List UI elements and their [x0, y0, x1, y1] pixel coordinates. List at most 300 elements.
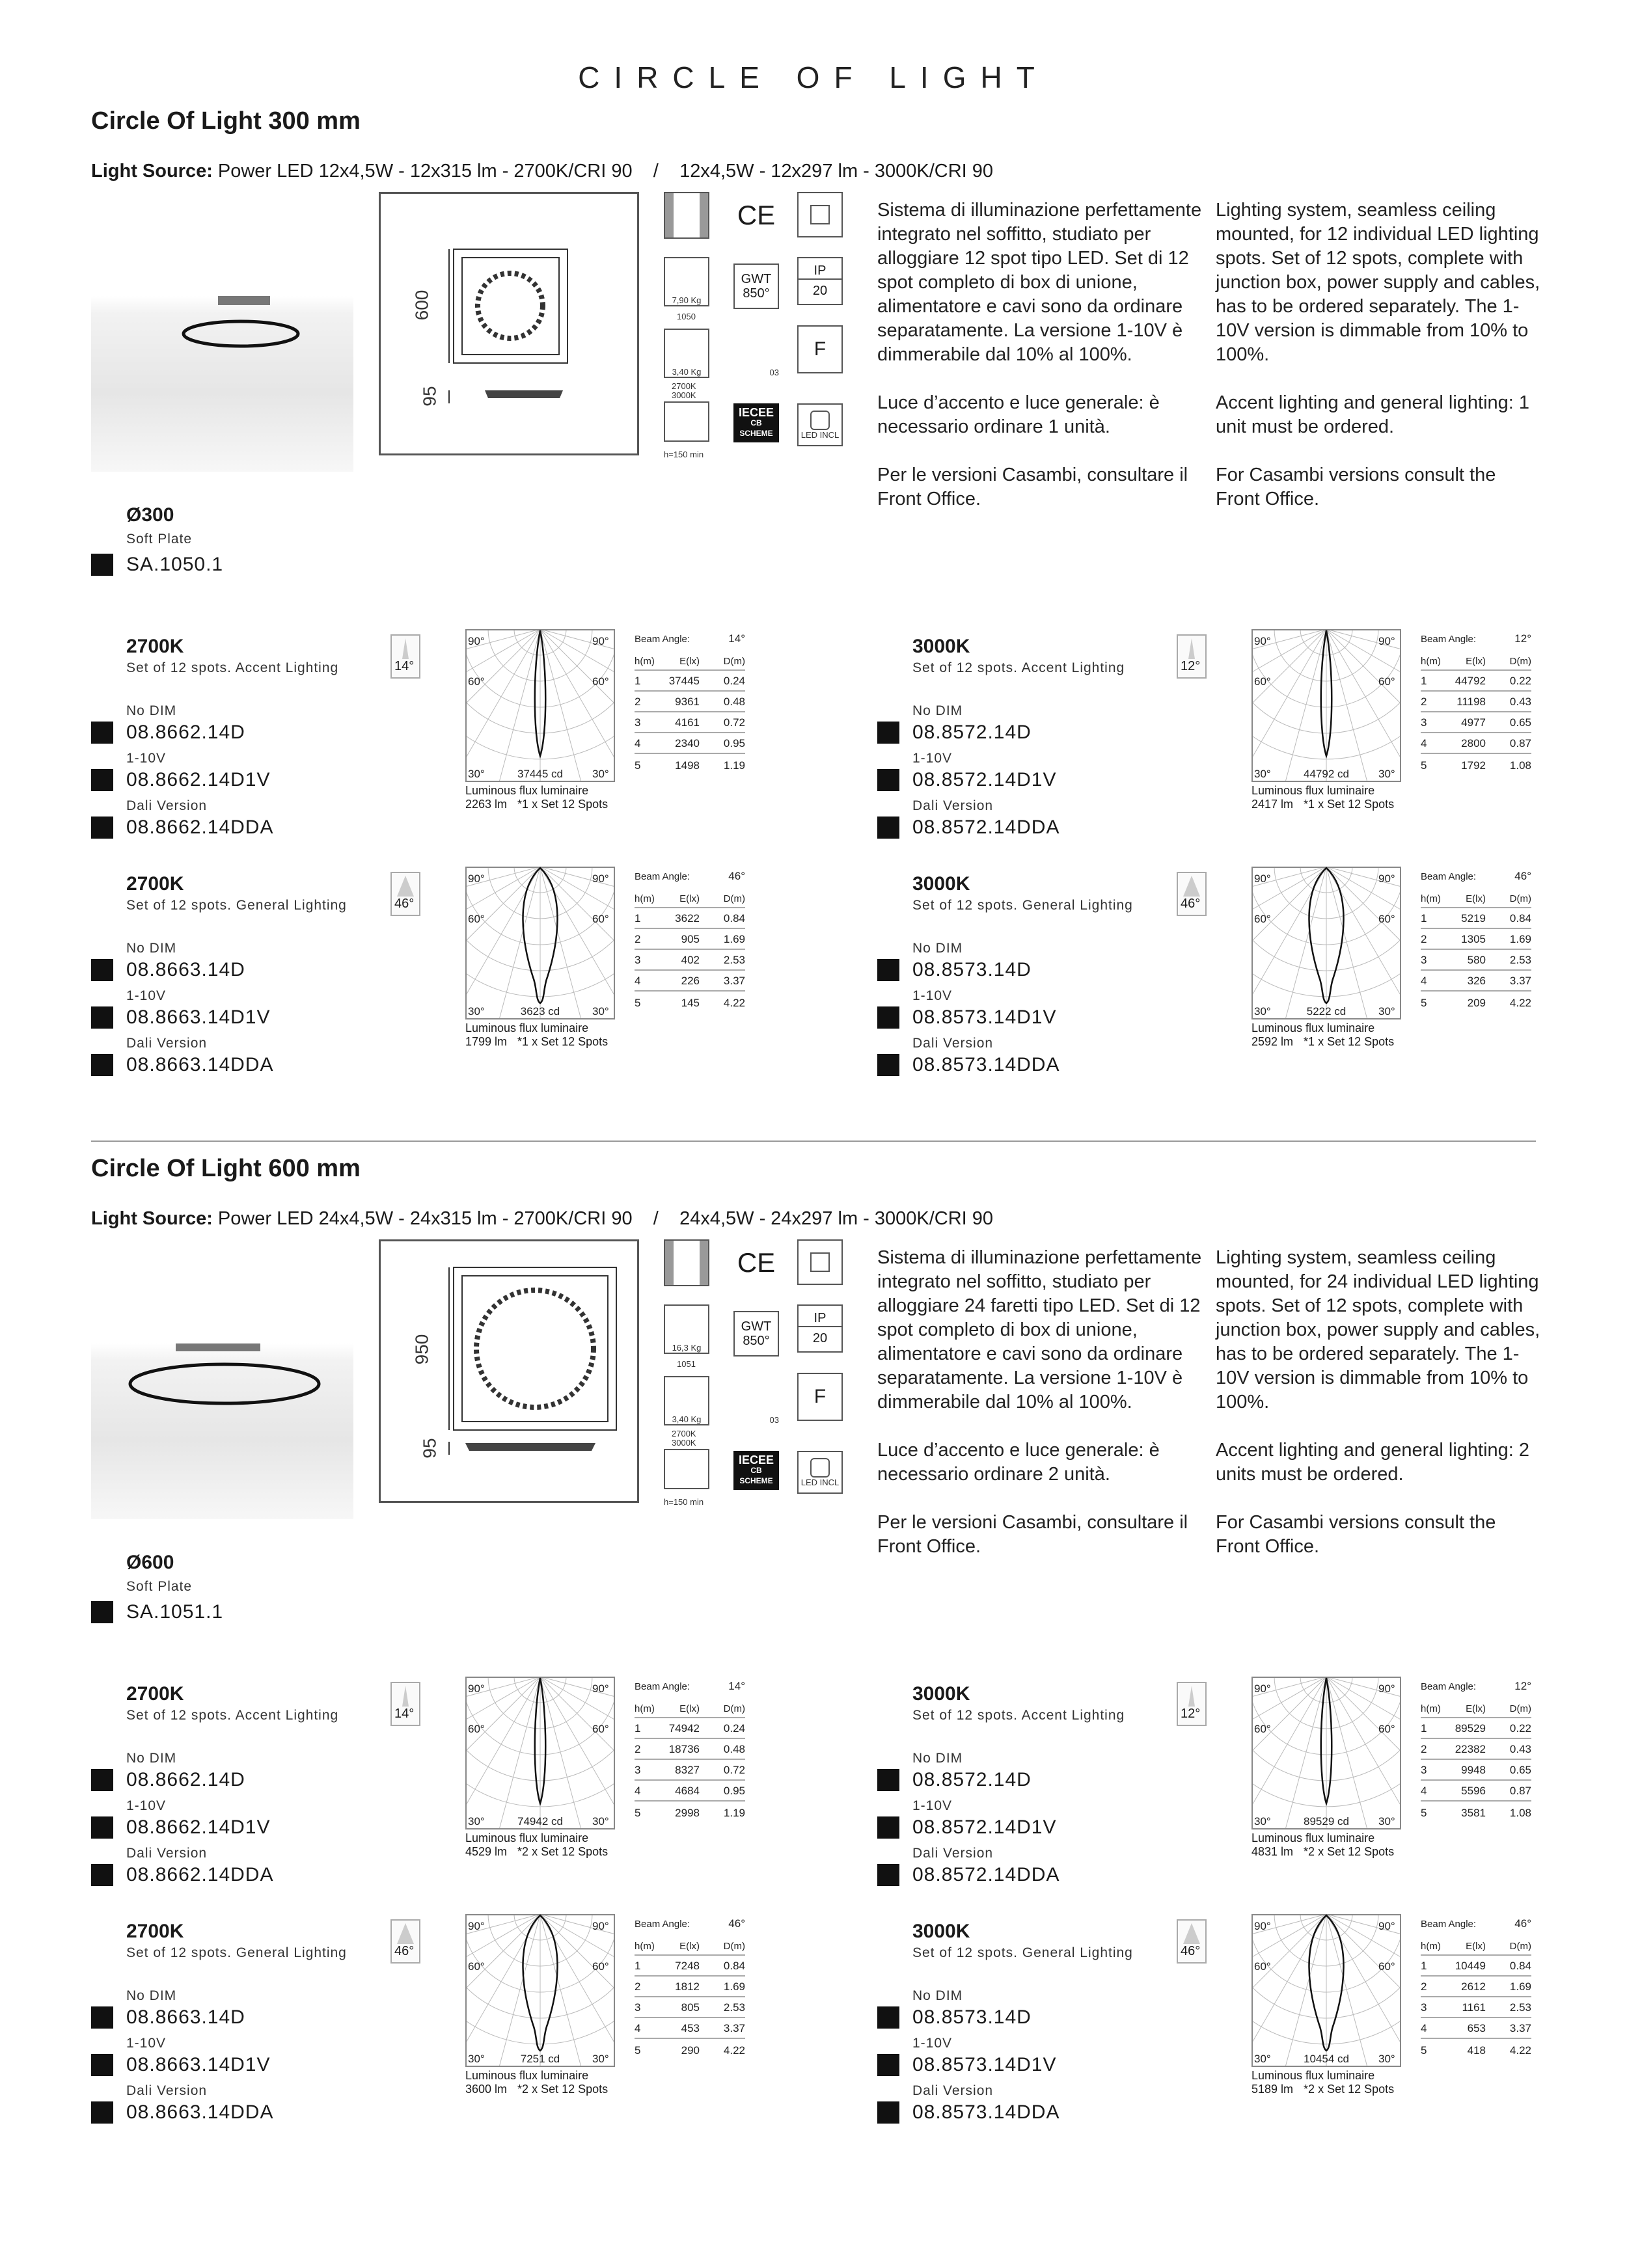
select-square-icon[interactable] — [91, 1054, 113, 1076]
beam-angle-header — [635, 1913, 745, 1935]
led-incl-text: LED INCL — [800, 429, 840, 440]
product-code: 08.8572.14D — [912, 722, 1032, 743]
dimension-profile: 95 — [419, 1438, 440, 1459]
product-code: 08.8663.14DDA — [126, 1054, 274, 1075]
table-row — [635, 733, 745, 754]
table-row — [635, 712, 745, 733]
version-code-row[interactable] — [877, 2054, 1057, 2076]
flux-note: *1 x Set 12 Spots — [517, 798, 608, 811]
polar-angle-label: 30° — [468, 768, 485, 780]
section-title: Circle Of Light 600 mm — [91, 1155, 361, 1182]
flux-value-row — [1251, 1035, 1394, 1048]
version-label: No DIM — [912, 703, 963, 718]
spot-block — [877, 1913, 1593, 2127]
select-square-icon[interactable] — [91, 769, 113, 791]
downlight-icon — [664, 192, 709, 239]
polar-angle-label: 60° — [1378, 675, 1395, 688]
polar-angle-label: 90° — [468, 872, 485, 885]
select-square-icon[interactable] — [91, 959, 113, 981]
table-header-cell: D(m) — [1509, 1703, 1531, 1714]
min-height: h=150 min — [664, 1497, 704, 1507]
table-row — [635, 1718, 745, 1739]
spot-description: Set of 12 spots. General Lighting — [126, 898, 347, 913]
table-cell: 7248 — [675, 1960, 700, 1972]
class-ii-icon — [797, 192, 843, 237]
recess-icon — [664, 1449, 709, 1489]
select-square-icon[interactable] — [877, 1816, 899, 1839]
version-code-row[interactable] — [877, 1054, 1060, 1076]
table-cell: 2 — [635, 695, 641, 708]
beam-angle-head-value: 14° — [728, 1680, 745, 1692]
polar-angle-label: 90° — [592, 872, 609, 885]
table-cell: 2 — [1421, 1980, 1427, 1993]
polar-diagram — [465, 629, 615, 782]
product-code: 08.8662.14DDA — [126, 817, 274, 838]
version-code-row[interactable] — [877, 722, 1032, 744]
flux-value: 2417 lm — [1251, 798, 1294, 811]
illuminance-table — [635, 1675, 745, 1822]
beam-angle-head-value: 46° — [728, 1917, 745, 1930]
table-cell: 3 — [635, 954, 641, 966]
beam-angle-head-value: 12° — [1514, 632, 1531, 645]
version-code-row[interactable] — [877, 1864, 1060, 1886]
table-cell: 4 — [635, 975, 641, 987]
version-code-row[interactable] — [91, 959, 245, 981]
description-paragraph: Accent lighting and general lighting: 1 unit must be ordered. — [1216, 392, 1530, 437]
table-cell: 905 — [681, 933, 700, 945]
table-cell: 326 — [1467, 975, 1486, 987]
base-code-row[interactable] — [91, 554, 223, 576]
product-photo — [91, 296, 353, 472]
version-code-row[interactable] — [877, 769, 1057, 791]
table-cell: 0.65 — [1509, 716, 1531, 729]
version-label: 1-10V — [126, 2036, 167, 2051]
peak-intensity: 89529 cd — [1304, 1815, 1349, 1828]
description-english — [1216, 198, 1544, 535]
product-code: 08.8662.14D — [126, 722, 245, 743]
weight-value: 7,90 Kg — [672, 295, 702, 305]
flux-label: Luminous flux luminaire — [1251, 2069, 1375, 2082]
spot-block — [877, 865, 1593, 1080]
version-code-row[interactable] — [91, 1816, 271, 1839]
version-label: No DIM — [126, 941, 177, 956]
table-row — [1421, 971, 1531, 992]
table-cell: 2.53 — [1509, 2001, 1531, 2014]
select-square-icon[interactable] — [877, 817, 899, 839]
table-header-cell: h(m) — [1421, 1703, 1441, 1714]
polar-angle-label: 90° — [592, 1682, 609, 1695]
beam-angle-label: Beam Angle: — [1421, 871, 1477, 882]
table-cell: 1 — [1421, 912, 1427, 925]
table-cell: 2 — [635, 1743, 641, 1755]
technical-drawing — [379, 192, 639, 455]
diameter: Ø600 — [126, 1552, 174, 1573]
version-label: 1-10V — [126, 1798, 167, 1813]
table-cell: 5 — [635, 997, 641, 1009]
flux-label: Luminous flux luminaire — [465, 1021, 589, 1034]
table-cell: 2340 — [675, 737, 700, 749]
flux-label: Luminous flux luminaire — [465, 784, 589, 797]
table-header-cell: E(lx) — [679, 656, 700, 667]
version-label: No DIM — [126, 703, 177, 718]
version-code-row[interactable] — [91, 2101, 274, 2124]
product-code: 08.8662.14D1V — [126, 769, 271, 790]
version-label: No DIM — [912, 1751, 963, 1766]
beam-angle-head-value: 46° — [1514, 1917, 1531, 1930]
polar-chart — [465, 867, 615, 1019]
base-code-row[interactable] — [91, 1601, 223, 1623]
light-source — [91, 1208, 993, 1230]
polar-angle-label: 90° — [468, 1920, 485, 1932]
table-cell: 0.22 — [1509, 675, 1531, 687]
select-square-icon[interactable] — [877, 959, 899, 981]
illuminance-table — [1421, 1913, 1531, 2060]
table-header-cell: E(lx) — [1466, 656, 1486, 667]
table-row — [1421, 908, 1531, 929]
table-cell: 4 — [1421, 2022, 1427, 2034]
table-row — [635, 1802, 745, 1822]
select-square-icon[interactable] — [877, 1864, 899, 1886]
version-code-row[interactable] — [91, 769, 271, 791]
table-cell: 0.87 — [1509, 1785, 1531, 1797]
polar-diagram — [1251, 1914, 1401, 2067]
light-source-text: Power LED 12x4,5W - 12x315 lm - 2700K/CRI 90 / 12x4,5W - 12x297 lm - 3000K/CRI 90 — [217, 161, 994, 182]
table-header — [635, 887, 745, 908]
polar-angle-label: 30° — [1378, 2053, 1395, 2065]
flux-value-row — [465, 1845, 608, 1858]
select-square-icon[interactable] — [91, 1769, 113, 1791]
description-paragraph: Lighting system, seamless ceiling mounted, for 12 individual LED lighting spots. Set of 12 spots, complete with junction box, power supply and cables, has to be ordered separately. The 1-10V version is dimmable from 10% to 100%. — [1216, 200, 1540, 365]
table-cell: 0.43 — [1509, 695, 1531, 708]
table-row — [1421, 2018, 1531, 2039]
version-code-row[interactable] — [91, 2006, 245, 2029]
table-cell: 1161 — [1462, 2001, 1486, 2014]
select-square-icon[interactable] — [877, 1054, 899, 1076]
polar-angle-label: 90° — [1378, 635, 1395, 647]
version-code-row[interactable] — [91, 1864, 274, 1886]
finish: Soft Plate — [126, 1579, 193, 1594]
table-cell: 2.53 — [723, 2001, 745, 2014]
table-row — [635, 1760, 745, 1781]
ce-mark-icon — [733, 192, 779, 239]
select-square-icon[interactable] — [91, 2006, 113, 2029]
description-paragraph: Luce d’accento e luce generale: è necessario ordinare 2 unità. — [877, 1440, 1160, 1485]
table-cell: 3.37 — [1509, 975, 1531, 987]
beam-angle-label: Beam Angle: — [1421, 1918, 1477, 1930]
table-row — [1421, 1977, 1531, 1997]
table-row — [1421, 1760, 1531, 1781]
table-cell: 1.19 — [723, 1807, 745, 1819]
light-source-label: Light Source: — [91, 161, 213, 182]
polar-angle-label: 60° — [468, 913, 485, 925]
flux-value: 3600 lm — [465, 2083, 508, 2096]
version-label: Dali Version — [126, 798, 208, 813]
polar-angle-label: 30° — [1378, 768, 1395, 780]
flux-value-row — [1251, 1845, 1394, 1858]
beam-angle-header — [635, 628, 745, 650]
table-header-cell: E(lx) — [679, 1703, 700, 1714]
polar-angle-label: 60° — [1378, 1960, 1395, 1973]
table-cell: 4684 — [675, 1785, 700, 1797]
table-cell: 2998 — [675, 1807, 700, 1819]
beam-angle-head-value: 46° — [728, 870, 745, 882]
table-cell: 3.37 — [1509, 2022, 1531, 2034]
table-cell: 0.22 — [1509, 1722, 1531, 1735]
version-code-row[interactable] — [877, 1816, 1057, 1839]
table-header-cell: D(m) — [723, 1703, 745, 1714]
table-row — [635, 754, 745, 775]
peak-intensity: 44792 cd — [1304, 768, 1349, 780]
product-code: 08.8573.14DDA — [912, 1054, 1060, 1075]
product-code: 08.8662.14DDA — [126, 1864, 274, 1885]
table-header-cell: h(m) — [1421, 893, 1441, 904]
table-cell: 2800 — [1461, 737, 1486, 749]
weight-icon-2 — [664, 1376, 709, 1425]
table-header-cell: E(lx) — [679, 893, 700, 904]
table-header — [635, 1697, 745, 1718]
polar-angle-label: 90° — [1378, 872, 1395, 885]
select-square-icon[interactable] — [91, 1864, 113, 1886]
polar-angle-label: 60° — [1254, 913, 1271, 925]
table-cell: 0.95 — [723, 1785, 745, 1797]
table-row — [1421, 692, 1531, 712]
color-temperature: 3000K — [912, 636, 970, 657]
iecee-cb-scheme-icon — [733, 1451, 779, 1490]
flux-value-row — [1251, 2083, 1394, 2096]
table-row — [1421, 671, 1531, 692]
table-cell: 4.22 — [1509, 2044, 1531, 2057]
select-square-icon[interactable] — [91, 722, 113, 744]
table-cell: 4 — [1421, 975, 1427, 987]
ip-label: IP — [814, 1311, 827, 1325]
version-label: 1-10V — [912, 751, 953, 766]
select-square-icon[interactable] — [91, 1816, 113, 1839]
version-code-row[interactable] — [91, 722, 245, 744]
table-header-cell: D(m) — [723, 1941, 745, 1952]
table-cell: 0.43 — [1509, 1743, 1531, 1755]
table-header-cell: h(m) — [635, 656, 655, 667]
product-code: 08.8573.14D1V — [912, 2054, 1057, 2075]
beam-angle-value: 46° — [1181, 897, 1201, 911]
table-cell: 1.69 — [1509, 1980, 1531, 1993]
polar-angle-label: 60° — [592, 1960, 609, 1973]
version-code-row[interactable] — [91, 1054, 274, 1076]
table-cell: 805 — [681, 2001, 700, 2014]
version-code-row[interactable] — [91, 2054, 271, 2076]
table-cell: 1.69 — [723, 933, 745, 945]
polar-chart — [465, 1914, 615, 2067]
polar-chart — [465, 629, 615, 782]
table-cell: 5596 — [1461, 1785, 1486, 1797]
table-header-cell: E(lx) — [1466, 1703, 1486, 1714]
cutout-value: 1051 — [677, 1359, 696, 1369]
polar-angle-label: 90° — [1254, 1682, 1271, 1695]
select-square-icon[interactable] — [91, 817, 113, 839]
polar-chart — [1251, 1914, 1401, 2067]
version-code-row[interactable] — [877, 817, 1060, 839]
table-cell: 0.24 — [723, 1722, 745, 1735]
beam-angle-header — [635, 1675, 745, 1697]
version-label: Dali Version — [912, 1846, 994, 1861]
table-cell: 290 — [681, 2044, 700, 2057]
table-row — [635, 2018, 745, 2039]
table-cell: 1.08 — [1509, 759, 1531, 772]
table-row — [635, 1739, 745, 1760]
select-square-icon[interactable] — [91, 1601, 113, 1623]
polar-diagram — [1251, 867, 1401, 1019]
select-square-icon[interactable] — [877, 1006, 899, 1029]
table-header — [1421, 1935, 1531, 1956]
polar-angle-label: 30° — [1254, 2053, 1271, 2065]
description-paragraph: Luce d’accento e luce generale: è necessario ordinare 1 unità. — [877, 392, 1160, 437]
table-cell: 1.19 — [723, 759, 745, 772]
table-cell: 2 — [635, 933, 641, 945]
iecee-text: IECEE — [738, 1453, 774, 1466]
table-cell: 8327 — [675, 1764, 700, 1776]
select-square-icon[interactable] — [877, 722, 899, 744]
table-cell: 3 — [1421, 1764, 1427, 1776]
cct-values: 2700K 3000K — [672, 381, 696, 400]
product-code: 08.8573.14D1V — [912, 1006, 1057, 1028]
version-code-row[interactable] — [877, 959, 1032, 981]
table-cell: 9948 — [1461, 1764, 1486, 1776]
flux-value: 1799 lm — [465, 1035, 508, 1048]
table-cell: 4.22 — [723, 997, 745, 1009]
table-header-cell: h(m) — [635, 1941, 655, 1952]
enec-number: 03 — [769, 1415, 779, 1425]
spot-description: Set of 12 spots. Accent Lighting — [126, 1708, 339, 1723]
product-code: 08.8572.14D1V — [912, 769, 1057, 790]
scheme-text: SCHEME — [739, 429, 773, 438]
beam-angle-label: Beam Angle: — [1421, 1681, 1477, 1692]
table-cell: 1.69 — [723, 1980, 745, 1993]
version-code-row[interactable] — [877, 2101, 1060, 2124]
table-header — [1421, 650, 1531, 671]
weight-icon-2 — [664, 329, 709, 378]
led-included-icon — [797, 403, 843, 446]
section-title: Circle Of Light 300 mm — [91, 107, 361, 135]
polar-angle-label: 30° — [592, 1815, 609, 1828]
technical-drawing — [379, 1239, 639, 1503]
table-cell: 11198 — [1456, 695, 1486, 708]
beam-angle-label: Beam Angle: — [635, 871, 690, 882]
table-cell: 3 — [1421, 954, 1427, 966]
version-code-row[interactable] — [877, 2006, 1032, 2029]
class-ii-icon — [797, 1239, 843, 1285]
flux-note: *1 x Set 12 Spots — [1304, 1035, 1395, 1048]
f-mark-icon — [797, 325, 843, 373]
table-row — [1421, 1997, 1531, 2018]
table-cell: 5 — [1421, 997, 1427, 1009]
table-cell: 5219 — [1461, 912, 1486, 925]
table-cell: 0.72 — [723, 716, 745, 729]
polar-angle-label: 60° — [1254, 1723, 1271, 1735]
flux-label: Luminous flux luminaire — [1251, 784, 1375, 797]
polar-angle-label: 90° — [1378, 1920, 1395, 1932]
polar-angle-label: 60° — [468, 675, 485, 688]
led-square — [810, 1458, 830, 1478]
flux-label: Luminous flux luminaire — [465, 2069, 589, 2082]
page-title: CIRCLE OF LIGHT — [578, 61, 1049, 94]
table-cell: 1 — [635, 675, 641, 687]
table-cell: 0.65 — [1509, 1764, 1531, 1776]
version-code-row[interactable] — [877, 1769, 1032, 1791]
version-code-row[interactable] — [877, 1006, 1057, 1029]
product-code: 08.8663.14D — [126, 2006, 245, 2028]
select-square-icon[interactable] — [877, 1769, 899, 1791]
base-product-code: SA.1050.1 — [126, 554, 224, 575]
table-header-cell: E(lx) — [1466, 1941, 1486, 1952]
polar-angle-label: 60° — [1378, 913, 1395, 925]
description-italian — [877, 1246, 1206, 1583]
table-header-cell: E(lx) — [679, 1941, 700, 1952]
table-cell: 5 — [1421, 2044, 1427, 2057]
select-square-icon[interactable] — [91, 2054, 113, 2076]
table-cell: 4.22 — [723, 2044, 745, 2057]
table-row — [1421, 712, 1531, 733]
polar-angle-label: 30° — [1254, 1005, 1271, 1018]
polar-angle-label: 30° — [592, 768, 609, 780]
polar-angle-label: 90° — [468, 1682, 485, 1695]
table-cell: 3.37 — [723, 2022, 745, 2034]
select-square-icon[interactable] — [91, 554, 113, 576]
table-row — [1421, 754, 1531, 775]
polar-angle-label: 60° — [592, 675, 609, 688]
select-square-icon[interactable] — [877, 2054, 899, 2076]
version-code-row[interactable] — [91, 1769, 245, 1791]
flux-value-row — [465, 798, 608, 811]
table-cell: 4.22 — [1509, 997, 1531, 1009]
select-square-icon[interactable] — [877, 769, 899, 791]
product-code: 08.8663.14D — [126, 959, 245, 980]
beam-angle-header — [1421, 1913, 1531, 1935]
select-square-icon[interactable] — [91, 2101, 113, 2124]
select-square-icon[interactable] — [877, 2101, 899, 2124]
color-temperature: 3000K — [912, 1683, 970, 1705]
flux-value-row — [1251, 798, 1394, 811]
ip-label: IP — [814, 263, 827, 278]
version-label: 1-10V — [912, 1798, 953, 1813]
table-cell: 3581 — [1461, 1807, 1486, 1819]
enec-number: 03 — [769, 368, 779, 377]
flux-value-row — [465, 1035, 608, 1048]
beam-angle-label: Beam Angle: — [635, 1681, 690, 1692]
polar-diagram — [1251, 629, 1401, 782]
description-english — [1216, 1246, 1544, 1583]
spot-description: Set of 12 spots. General Lighting — [126, 1945, 347, 1960]
version-code-row[interactable] — [91, 817, 274, 839]
select-square-icon[interactable] — [877, 2006, 899, 2029]
table-cell: 4 — [635, 2022, 641, 2034]
table-cell: 3 — [1421, 2001, 1427, 2014]
table-cell: 209 — [1467, 997, 1486, 1009]
select-square-icon[interactable] — [91, 1006, 113, 1029]
table-cell: 1 — [635, 912, 641, 925]
polar-diagram — [465, 1677, 615, 1829]
polar-chart — [1251, 867, 1401, 1019]
color-temperature: 2700K — [126, 1683, 184, 1705]
beam-angle-label: Beam Angle: — [635, 1918, 690, 1930]
version-code-row[interactable] — [91, 1006, 271, 1029]
flux-value: 4831 lm — [1251, 1845, 1294, 1858]
table-header — [635, 650, 745, 671]
gwt-value: GWT 850° — [741, 1319, 772, 1348]
product-section — [0, 1155, 1627, 2170]
peak-intensity: 3623 cd — [520, 1005, 560, 1018]
table-header-cell: D(m) — [1509, 656, 1531, 667]
table-cell: 0.87 — [1509, 737, 1531, 749]
light-source-label: Light Source: — [91, 1208, 213, 1229]
